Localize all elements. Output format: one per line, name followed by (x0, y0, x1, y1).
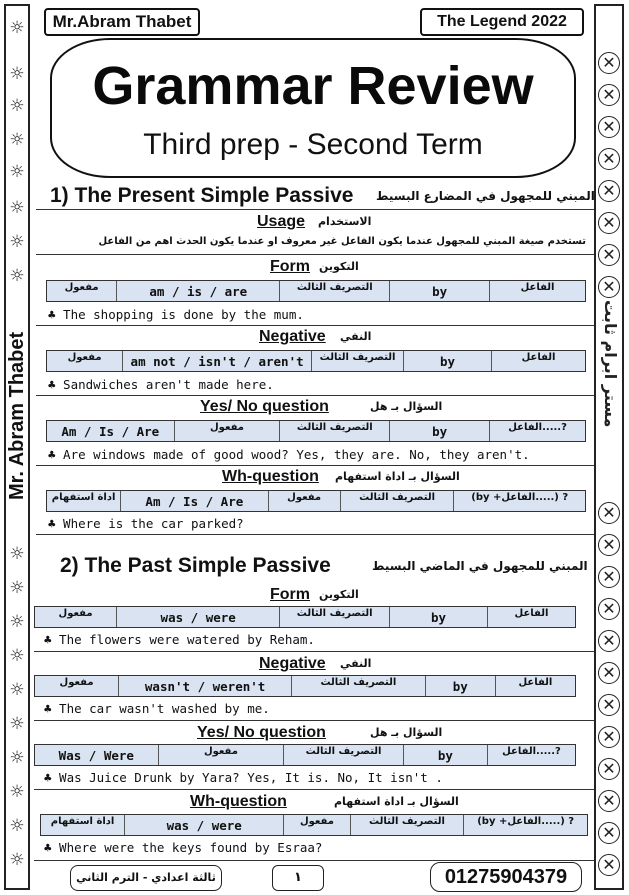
formula-cell: by (404, 351, 492, 371)
formula-cell: اداة استفهام (47, 491, 121, 511)
negative-heading-ar: النفي (340, 330, 372, 343)
sun-icon: ☼ (9, 18, 25, 38)
formula-cell: مفعول (35, 607, 117, 627)
formula-cell: اداة استفهام (41, 815, 125, 835)
divider (36, 534, 594, 535)
yesno-example: ♣ Was Juice Drunk by Yara? Yes, It is. No, It isn't . (44, 770, 443, 785)
sun-icon: ☼ (9, 266, 25, 286)
sun-icon: ☼ (9, 578, 25, 598)
section1-title-ar: المبني للمجهول في المضارع البسيط (376, 189, 595, 203)
past-wh-formula (40, 814, 588, 836)
usage-heading: Usage (257, 213, 306, 230)
formula-cell: am not / isn't / aren't (123, 351, 312, 371)
usage-note: تستخدم صيغة المبني للمجهول عندما يكون الفاعل غير معروف او عندما يكون الحدث اهم من الفاعل (98, 236, 586, 247)
formula-cell: مفعول (35, 676, 119, 696)
sun-icon: ☼ (9, 544, 25, 564)
x-circle-icon: ✕ (598, 758, 620, 780)
formula-cell: by (390, 421, 490, 441)
past-form-formula (34, 606, 576, 628)
x-circle-icon: ✕ (598, 534, 620, 556)
formula-cell: was / were (117, 607, 280, 627)
formula-cell: التصريف الثالث (280, 281, 390, 301)
present-yesno-formula (46, 420, 586, 442)
formula-cell: التصريف الثالث (341, 491, 455, 511)
yesno-heading-ar: السؤال بـ هل (370, 726, 443, 739)
negative-example: ♣ The car wasn't washed by me. (44, 701, 270, 716)
formula-cell: مفعول (284, 815, 350, 835)
sun-icon: ☼ (9, 130, 25, 150)
sun-icon: ☼ (9, 64, 25, 84)
right-border (594, 4, 624, 890)
footer-grade: ثالثة اعدادي - الترم الثاني (70, 865, 222, 891)
x-circle-icon: ✕ (598, 630, 620, 652)
form-heading-ar: التكوين (319, 588, 359, 601)
formula-cell: (by +الفاعل.....) ? (454, 491, 585, 511)
right-vertical-author: مستر ابرام ثابت (601, 300, 620, 428)
formula-cell: الفاعل.....? (488, 745, 575, 765)
form-heading: Form (270, 258, 310, 275)
formula-cell: التصريف الثالث (312, 351, 404, 371)
section1-frame (36, 209, 594, 536)
form-heading: Form (270, 586, 310, 603)
formula-cell: مفعول (175, 421, 281, 441)
phone-number: 01275904379 (430, 862, 582, 892)
formula-cell: التصريف الثالث (284, 745, 404, 765)
formula-cell: Am / Is / Are (121, 491, 268, 511)
formula-cell: التصريف الثالث (280, 607, 390, 627)
formula-cell: مفعول (159, 745, 285, 765)
negative-heading: Negative (259, 655, 326, 672)
sun-icon: ☼ (9, 232, 25, 252)
wh-example: ♣ Where is the car parked? (48, 516, 244, 531)
formula-cell: الفاعل (488, 607, 575, 627)
x-circle-icon: ✕ (598, 212, 620, 234)
form-example: ♣ The flowers were watered by Reham. (44, 632, 315, 647)
x-circle-icon: ✕ (598, 276, 620, 298)
x-circle-icon: ✕ (598, 662, 620, 684)
formula-cell: by (390, 281, 490, 301)
formula-cell: Am / Is / Are (47, 421, 175, 441)
wh-heading: Wh-question (190, 793, 287, 810)
usage-heading-ar: الاستخدام (318, 215, 372, 228)
wh-heading-ar: السؤال بـ اداة استفهام (335, 470, 460, 483)
formula-cell: was / were (125, 815, 284, 835)
formula-cell: الفاعل (496, 676, 575, 696)
past-negative-formula (34, 675, 576, 697)
x-circle-icon: ✕ (598, 726, 620, 748)
formula-cell: am / is / are (117, 281, 280, 301)
divider (34, 789, 594, 790)
formula-cell: by (404, 745, 488, 765)
left-vertical-author (6, 460, 36, 500)
x-circle-icon: ✕ (598, 598, 620, 620)
x-circle-icon: ✕ (598, 822, 620, 844)
sun-icon: ☼ (9, 714, 25, 734)
sun-icon: ☼ (9, 198, 25, 218)
x-circle-icon: ✕ (598, 52, 620, 74)
formula-cell: wasn't / weren't (119, 676, 292, 696)
formula-cell: by (390, 607, 488, 627)
x-circle-icon: ✕ (598, 116, 620, 138)
formula-cell: Was / Were (35, 745, 159, 765)
formula-cell: مفعول (269, 491, 341, 511)
edition-box: The Legend 2022 (420, 8, 584, 36)
formula-cell: الفاعل (490, 281, 585, 301)
page-number: ١ (272, 865, 324, 891)
sun-icon: ☼ (9, 162, 25, 182)
x-circle-icon: ✕ (598, 502, 620, 524)
x-circle-icon: ✕ (598, 694, 620, 716)
formula-cell: التصريف الثالث (280, 421, 390, 441)
wh-heading: Wh-question (222, 468, 319, 485)
yesno-heading: Yes/ No question (197, 724, 326, 741)
negative-heading-ar: النفي (340, 657, 372, 670)
form-heading-ar: التكوين (319, 260, 359, 273)
wh-example: ♣ Where were the keys found by Esraa? (44, 840, 323, 855)
present-wh-formula (46, 490, 586, 512)
x-circle-icon: ✕ (598, 566, 620, 588)
x-circle-icon: ✕ (598, 244, 620, 266)
x-circle-icon: ✕ (598, 790, 620, 812)
present-negative-formula (46, 350, 586, 372)
formula-cell: by (426, 676, 496, 696)
formula-cell: الفاعل.....? (490, 421, 585, 441)
formula-cell: مفعول (47, 281, 117, 301)
sun-icon: ☼ (9, 612, 25, 632)
formula-cell: التصريف الثالث (292, 676, 426, 696)
yesno-heading-ar: السؤال بـ هل (370, 400, 443, 413)
divider (36, 395, 594, 396)
section2-title: 2) The Past Simple Passive (60, 554, 331, 577)
page-subtitle: Third prep - Second Term (143, 128, 483, 161)
page-title: Grammar Review (92, 56, 534, 116)
past-yesno-formula (34, 744, 576, 766)
sun-icon: ☼ (9, 816, 25, 836)
yesno-heading: Yes/ No question (200, 398, 329, 415)
yesno-example: ♣ Are windows made of good wood? Yes, they are. No, they aren't. (48, 447, 530, 462)
sun-icon: ☼ (9, 680, 25, 700)
negative-heading: Negative (259, 328, 326, 345)
x-circle-icon: ✕ (598, 180, 620, 202)
formula-cell: التصريف الثالث (351, 815, 465, 835)
footer-divider (34, 860, 594, 861)
divider (36, 465, 594, 466)
divider (36, 325, 594, 326)
form-example: ♣ The shopping is done by the mum. (48, 307, 304, 322)
sun-icon: ☼ (9, 748, 25, 768)
section2-title-ar: المبني للمجهول في الماضي البسيط (372, 559, 588, 573)
sun-icon: ☼ (9, 850, 25, 870)
formula-cell: مفعول (47, 351, 123, 371)
section1-title: 1) The Present Simple Passive (50, 184, 354, 207)
x-circle-icon: ✕ (598, 84, 620, 106)
author-box: Mr.Abram Thabet (44, 8, 200, 36)
sun-icon: ☼ (9, 96, 25, 116)
negative-example: ♣ Sandwiches aren't made here. (48, 377, 274, 392)
sun-icon: ☼ (9, 782, 25, 802)
wh-heading-ar: السؤال بـ اداة استفهام (334, 795, 459, 808)
divider (34, 651, 594, 652)
formula-cell: الفاعل (492, 351, 585, 371)
formula-cell: (by +الفاعل.....) ? (464, 815, 587, 835)
sun-icon: ☼ (9, 646, 25, 666)
x-circle-icon: ✕ (598, 148, 620, 170)
divider (36, 254, 594, 255)
present-form-formula (46, 280, 586, 302)
x-circle-icon: ✕ (598, 854, 620, 876)
divider (34, 720, 594, 721)
